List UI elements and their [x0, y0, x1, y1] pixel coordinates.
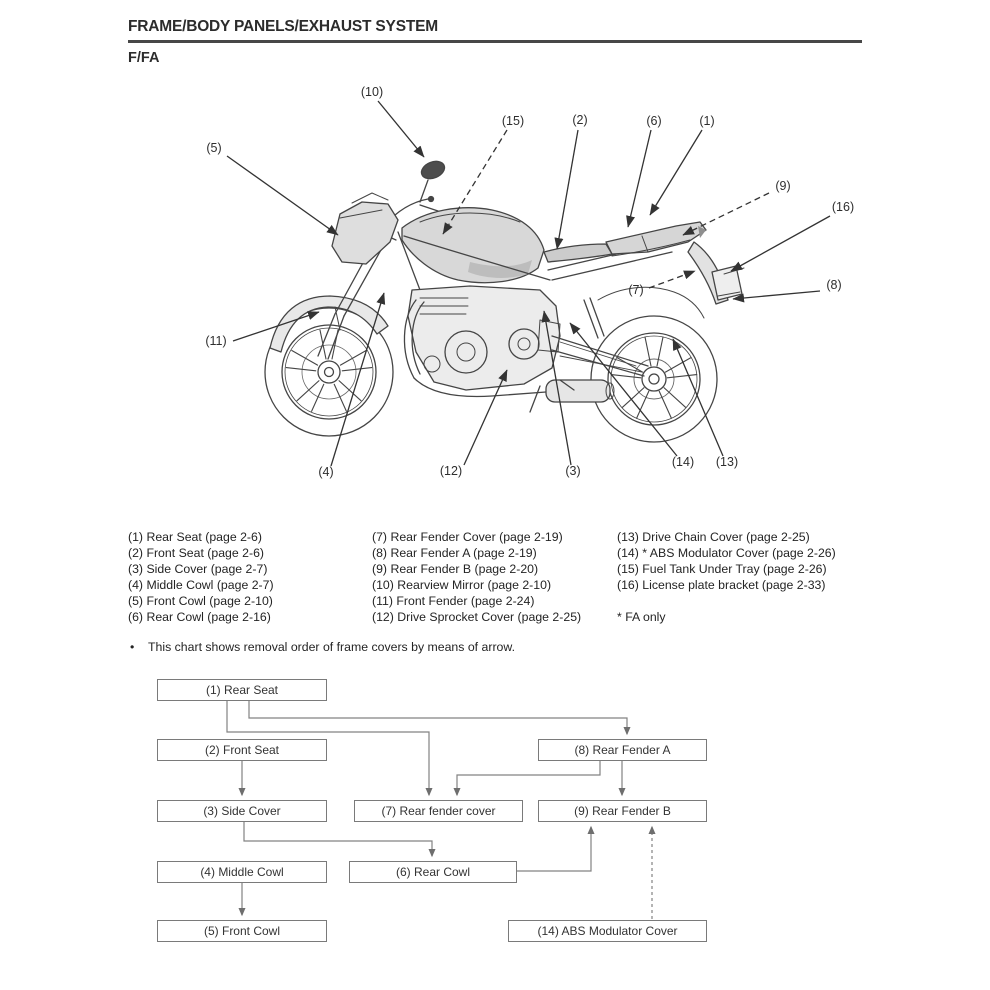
flowchart-box-middle-cowl: (4) Middle Cowl: [157, 861, 327, 883]
callout-label-5: (5): [206, 141, 222, 155]
parts-list-item: (9) Rear Fender B (page 2-20): [372, 562, 539, 576]
parts-list-item: (8) Rear Fender A (page 2-19): [372, 546, 537, 560]
engine: [408, 286, 560, 390]
parts-list-column-3: [617, 529, 836, 625]
exhaust: [404, 300, 614, 402]
callout-label-13: (13): [715, 455, 739, 469]
front-fork: [318, 228, 396, 359]
flowchart-box-rear-seat: (1) Rear Seat: [157, 679, 327, 701]
parts-list-item: (14) * ABS Modulator Cover (page 2-26): [617, 546, 836, 560]
callout-label-6: (6): [646, 114, 662, 128]
fa-only-footnote: * FA only: [617, 610, 666, 624]
motorcycle-illustration: [265, 158, 744, 442]
parts-list-item: (13) Drive Chain Cover (page 2-25): [617, 530, 810, 544]
callout-leaders: [227, 101, 830, 466]
callout-label-9: (9): [775, 179, 791, 193]
parts-list-item: (2) Front Seat (page 2-6): [128, 546, 265, 560]
front-wheel: [265, 308, 393, 436]
note-text: This chart shows removal order of frame covers by means of arrow.: [148, 640, 515, 654]
parts-list-item: (11) Front Fender (page 2-24): [372, 594, 535, 608]
model-code: F/FA: [128, 50, 160, 66]
parts-list-item: (3) Side Cover (page 2-7): [128, 562, 268, 576]
rear-fender-license-bracket: [688, 242, 744, 304]
parts-list-item: (7) Rear Fender Cover (page 2-19): [372, 530, 563, 544]
callout-label-12: (12): [439, 464, 463, 478]
removal-order-note: [130, 640, 515, 654]
flowchart-box-rear-cowl: (6) Rear Cowl: [349, 861, 517, 883]
flowchart-box-front-cowl: (5) Front Cowl: [157, 920, 327, 942]
flowchart-box-rear-fender-b: (9) Rear Fender B: [538, 800, 707, 822]
callout-label-2: (2): [572, 113, 588, 127]
front-cowl: [332, 193, 398, 264]
parts-list-item: (4) Middle Cowl (page 2-7): [128, 578, 274, 592]
frame: [398, 232, 672, 338]
parts-list-item: (10) Rearview Mirror (page 2-10): [372, 578, 552, 592]
flowchart-box-abs-modulator-cover: (14) ABS Modulator Cover: [508, 920, 707, 942]
flowchart-box-front-seat: (2) Front Seat: [157, 739, 327, 761]
callout-label-7: (7): [628, 283, 644, 297]
fuel-tank: [402, 208, 544, 283]
swingarm-chain: [530, 336, 648, 412]
parts-list-item: (16) License plate bracket (page 2-33): [617, 578, 826, 592]
parts-list-item: (1) Rear Seat (page 2-6): [128, 530, 262, 544]
flowchart-box-rear-fender-a: (8) Rear Fender A: [538, 739, 707, 761]
callout-label-14: (14): [671, 455, 695, 469]
parts-list-column-1: [128, 529, 274, 625]
parts-list-item: (15) Fuel Tank Under Tray (page 2-26): [617, 562, 827, 576]
note-bullet: •: [130, 640, 135, 654]
callout-label-8: (8): [826, 278, 842, 292]
rearview-mirror: [419, 158, 447, 202]
parts-list-item: (12) Drive Sprocket Cover (page 2-25): [372, 610, 582, 624]
front-fender: [270, 296, 388, 352]
page-title: FRAME/BODY PANELS/EXHAUST SYSTEM: [128, 18, 438, 35]
handlebar: [385, 197, 438, 226]
flowchart-box-rear-fender-cover: (7) Rear fender cover: [354, 800, 523, 822]
flowchart-box-side-cover: (3) Side Cover: [157, 800, 327, 822]
callout-label-16: (16): [831, 200, 855, 214]
rear-seat-tail: [606, 222, 706, 256]
front-seat: [544, 244, 612, 262]
rear-wheel: [591, 316, 717, 442]
callout-label-1: (1): [699, 114, 715, 128]
parts-list-item: (5) Front Cowl (page 2-10): [128, 594, 273, 608]
rear-fender-cover: [598, 287, 704, 318]
callout-label-10: (10): [360, 85, 384, 99]
parts-list-item: (6) Rear Cowl (page 2-16): [128, 610, 271, 624]
callout-label-15: (15): [501, 114, 525, 128]
callout-label-3: (3): [565, 464, 581, 478]
callout-label-4: (4): [318, 465, 334, 479]
parts-list-column-2: [372, 529, 581, 625]
callout-label-11: (11): [205, 334, 227, 348]
title-rule: [128, 40, 862, 43]
